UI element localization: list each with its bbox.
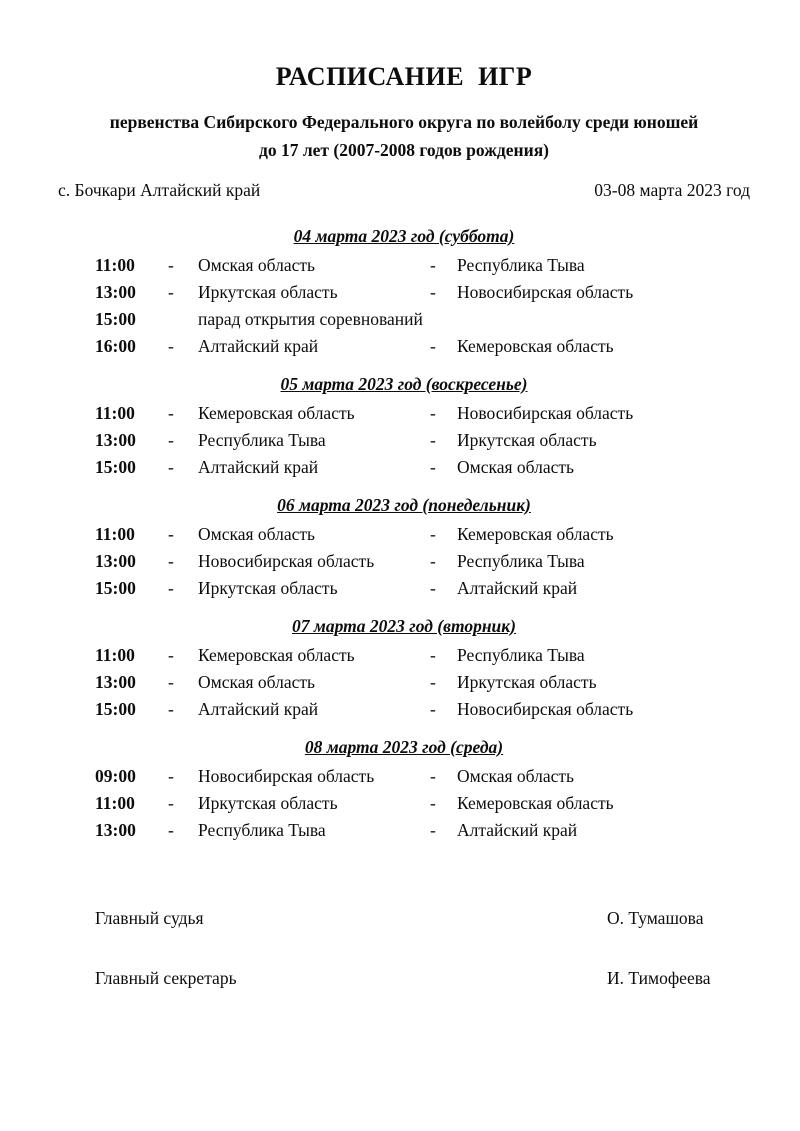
match-time: 11:00 <box>95 255 135 275</box>
signature-role: Главный судья <box>95 908 204 928</box>
match-time: 13:00 <box>95 820 136 840</box>
team-home: Омская область <box>198 255 316 275</box>
day-section-07-march <box>58 615 750 723</box>
team-home: Новосибирская область <box>198 766 375 786</box>
dash-separator: - <box>430 578 436 598</box>
team-away: Республика Тыва <box>457 645 585 665</box>
team-home: Иркутская область <box>198 793 338 813</box>
team-home: Омская область <box>198 672 316 692</box>
venue-text: с. Бочкари Алтайский край <box>58 180 261 200</box>
dash-separator: - <box>168 672 174 692</box>
dash-separator: - <box>430 255 436 275</box>
day-section-04-march <box>58 225 750 360</box>
team-home: Кемеровская область <box>198 403 355 423</box>
team-home: Иркутская область <box>198 282 338 302</box>
dash-separator: - <box>430 766 436 786</box>
dash-separator: - <box>168 336 174 356</box>
match-list <box>58 521 750 602</box>
team-home: Омская область <box>198 524 316 544</box>
dash-separator: - <box>168 699 174 719</box>
match-time: 09:00 <box>95 766 136 786</box>
match-time: 15:00 <box>95 699 136 719</box>
dash-separator: - <box>168 282 174 302</box>
match-row <box>95 521 750 548</box>
team-away: Иркутская область <box>457 430 597 450</box>
dash-separator: - <box>430 645 436 665</box>
day-section-08-march <box>58 736 750 844</box>
dash-separator: - <box>430 336 436 356</box>
date-range-text: 03-08 марта 2023 год <box>594 180 750 200</box>
match-list <box>58 642 750 723</box>
dash-separator: - <box>430 820 436 840</box>
signature-row-chief-secretary <box>95 967 750 989</box>
team-away: Кемеровская область <box>457 336 614 356</box>
match-row <box>95 454 750 481</box>
match-row <box>95 763 750 790</box>
dash-separator: - <box>430 403 436 423</box>
match-time: 11:00 <box>95 645 135 665</box>
team-away: Кемеровская область <box>457 793 614 813</box>
ceremony-text: парад открытия соревнований <box>198 309 423 329</box>
dash-separator: - <box>168 524 174 544</box>
dash-separator: - <box>168 255 174 275</box>
team-away: Кемеровская область <box>457 524 614 544</box>
match-row <box>95 669 750 696</box>
dash-separator: - <box>168 403 174 423</box>
dash-separator <box>168 306 198 333</box>
team-home: Кемеровская область <box>198 645 355 665</box>
dash-separator: - <box>168 645 174 665</box>
match-time: 13:00 <box>95 430 136 450</box>
dash-separator: - <box>430 551 436 571</box>
team-away: Иркутская область <box>457 672 597 692</box>
dash-separator: - <box>430 793 436 813</box>
document-title: РАСПИСАНИЕ ИГР <box>275 62 533 91</box>
signatures-block <box>58 907 750 989</box>
match-row <box>95 790 750 817</box>
match-row <box>95 575 750 602</box>
info-row <box>58 179 750 201</box>
match-row <box>95 400 750 427</box>
dash-separator: - <box>430 430 436 450</box>
team-home: Иркутская область <box>198 578 338 598</box>
match-list <box>58 400 750 481</box>
dash-separator: - <box>430 699 436 719</box>
dash-separator: - <box>430 282 436 302</box>
team-home: Алтайский край <box>198 336 319 356</box>
team-away: Новосибирская область <box>457 403 634 423</box>
team-away: Алтайский край <box>457 578 578 598</box>
subtitle-line-2: до 17 лет (2007-2008 годов рождения) <box>258 140 549 160</box>
dash-separator: - <box>168 766 174 786</box>
team-home: Алтайский край <box>198 699 319 719</box>
match-time: 11:00 <box>95 403 135 423</box>
dash-separator: - <box>430 672 436 692</box>
team-home: Новосибирская область <box>198 551 375 571</box>
team-away: Новосибирская область <box>457 282 634 302</box>
team-away: Омская область <box>457 766 575 786</box>
day-section-06-march <box>58 494 750 602</box>
team-home: Республика Тыва <box>198 430 326 450</box>
match-row <box>95 279 750 306</box>
day-heading: 05 марта 2023 год (воскресенье) <box>280 374 528 394</box>
match-time: 16:00 <box>95 336 136 356</box>
day-section-05-march <box>58 373 750 481</box>
team-away: Республика Тыва <box>457 551 585 571</box>
ceremony-row <box>95 306 750 333</box>
match-time: 15:00 <box>95 457 136 477</box>
team-home: Республика Тыва <box>198 820 326 840</box>
match-row <box>95 252 750 279</box>
dash-separator <box>430 306 457 333</box>
match-row <box>95 817 750 844</box>
team-away: Омская область <box>457 457 575 477</box>
match-time: 13:00 <box>95 282 136 302</box>
dash-separator: - <box>168 820 174 840</box>
dash-separator: - <box>168 578 174 598</box>
match-time: 11:00 <box>95 793 135 813</box>
dash-separator: - <box>430 524 436 544</box>
team-away <box>457 306 750 333</box>
match-list <box>58 763 750 844</box>
match-list <box>58 252 750 360</box>
day-heading: 08 марта 2023 год (среда) <box>304 737 504 757</box>
signature-row-chief-judge <box>95 907 750 929</box>
match-row <box>95 696 750 723</box>
match-time: 11:00 <box>95 524 135 544</box>
match-time: 15:00 <box>95 578 136 598</box>
day-heading: 06 марта 2023 год (понедельник) <box>277 495 531 515</box>
match-time: 13:00 <box>95 672 136 692</box>
match-row <box>95 427 750 454</box>
signature-name: И. Тимофеева <box>607 968 711 988</box>
dash-separator: - <box>430 457 436 477</box>
team-away: Алтайский край <box>457 820 578 840</box>
signature-name: О. Тумашова <box>607 908 704 928</box>
match-row <box>95 333 750 360</box>
subtitle-line-1: первенства Сибирского Федерального округа по волейболу среди юношей <box>109 112 699 132</box>
match-row <box>95 548 750 575</box>
match-time: 15:00 <box>95 309 136 329</box>
team-away: Республика Тыва <box>457 255 585 275</box>
dash-separator: - <box>168 793 174 813</box>
team-away: Новосибирская область <box>457 699 634 719</box>
day-heading: 07 марта 2023 год (вторник) <box>292 616 516 636</box>
match-row <box>95 642 750 669</box>
dash-separator: - <box>168 430 174 450</box>
document-subtitle <box>58 108 750 164</box>
dash-separator: - <box>168 457 174 477</box>
signature-role: Главный секретарь <box>95 968 237 988</box>
team-home: Алтайский край <box>198 457 319 477</box>
dash-separator: - <box>168 551 174 571</box>
day-heading: 04 марта 2023 год (суббота) <box>293 226 515 246</box>
match-time: 13:00 <box>95 551 136 571</box>
